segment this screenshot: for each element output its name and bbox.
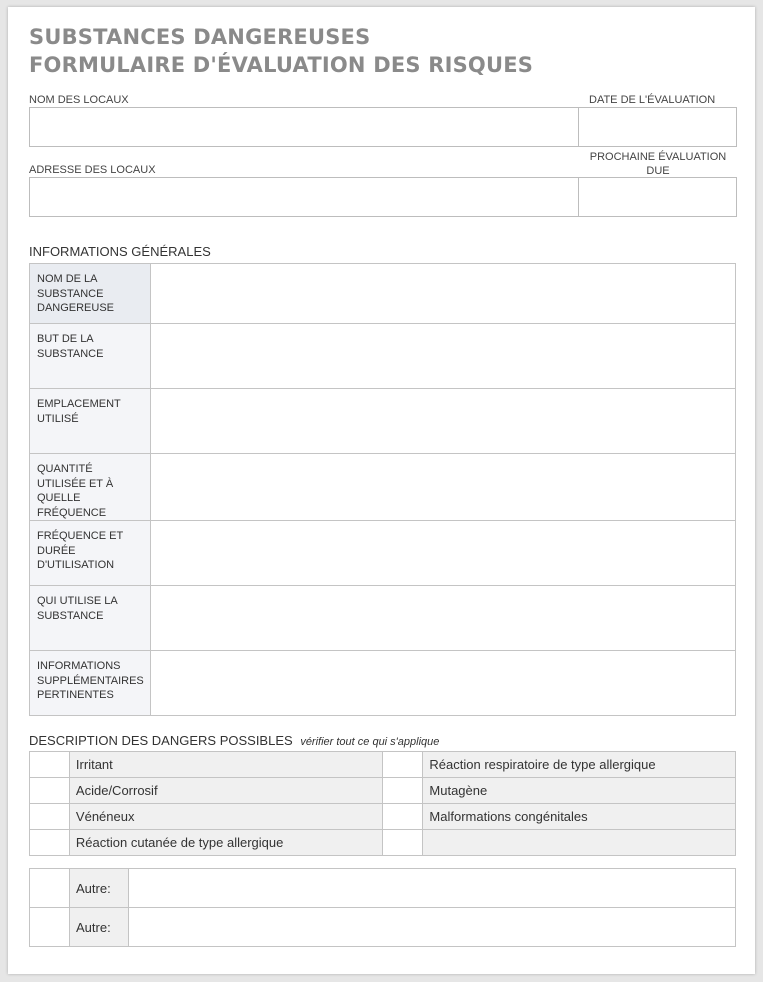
info-row [30,454,736,521]
info-row [30,586,736,651]
info-row-label: NOM DE LA SUBSTANCE DANGEREUSE [30,264,151,324]
info-row [30,264,736,324]
other-hazards-table [29,868,736,947]
info-row-field[interactable] [150,264,735,324]
hazard-row [30,804,736,830]
general-info-title: INFORMATIONS GÉNÉRALES [29,244,211,259]
hazard-checkbox[interactable] [30,752,70,778]
info-row-field[interactable] [150,521,735,586]
hazards-title [29,733,439,748]
hazard-checkbox[interactable] [30,778,70,804]
info-row-field[interactable] [150,454,735,521]
other-hazard-label: Autre: [70,869,129,908]
info-row-field[interactable] [150,324,735,389]
info-row-label: INFORMATIONS SUPPLÉMENTAIRES PERTINENTES [30,651,151,716]
hazard-checkbox[interactable] [383,804,423,830]
other-hazard-field[interactable] [129,908,736,947]
info-row-field[interactable] [150,586,735,651]
hazard-checkbox[interactable] [383,752,423,778]
hazard-checkbox[interactable] [383,778,423,804]
hazard-label: Réaction respiratoire de type allergique [423,752,736,778]
hazard-row [30,830,736,856]
hazard-checkbox[interactable] [30,804,70,830]
info-row-field[interactable] [150,389,735,454]
other-hazard-checkbox[interactable] [30,869,70,908]
form-title [29,23,533,79]
hazard-row [30,778,736,804]
info-row-label: QUANTITÉ UTILISÉE ET À QUELLE FRÉQUENCE [30,454,151,521]
hazard-label: Malformations congénitales [423,804,736,830]
info-row [30,324,736,389]
premises-name-field[interactable] [29,107,580,147]
hazard-label: Vénéneux [69,804,383,830]
title-line-2: FORMULAIRE D'ÉVALUATION DES RISQUES [29,53,534,77]
hazard-label [423,830,736,856]
general-info-table [29,263,736,716]
hazards-note: vérifier tout ce qui s'applique [300,736,440,748]
hazard-label: Mutagène [423,778,736,804]
hazard-label: Irritant [69,752,383,778]
hazards-table [29,751,736,856]
other-hazard-row [30,908,736,947]
premises-address-label: ADRESSE DES LOCAUX [29,164,156,176]
info-row [30,389,736,454]
hazard-label: Acide/Corrosif [69,778,383,804]
info-row-label: QUI UTILISE LA SUBSTANCE [30,586,151,651]
form-page [8,7,755,974]
info-row-label: EMPLACEMENT UTILISÉ [30,389,151,454]
next-evaluation-field[interactable] [578,177,737,217]
hazards-title-text: DESCRIPTION DES DANGERS POSSIBLES [29,733,293,748]
other-hazard-checkbox[interactable] [30,908,70,947]
hazard-row [30,752,736,778]
info-row-label: FRÉQUENCE ET DURÉE D'UTILISATION [30,521,151,586]
other-hazard-row [30,869,736,908]
title-line-1: SUBSTANCES DANGEREUSES [29,25,371,49]
info-row [30,651,736,716]
info-row-label: BUT DE LA SUBSTANCE [30,324,151,389]
evaluation-date-field[interactable] [578,107,737,147]
premises-name-label: NOM DES LOCAUX [29,94,129,106]
premises-address-field[interactable] [29,177,580,217]
other-hazard-field[interactable] [129,869,736,908]
info-row [30,521,736,586]
info-row-field[interactable] [150,651,735,716]
hazard-checkbox[interactable] [383,830,423,856]
other-hazard-label: Autre: [70,908,129,947]
next-evaluation-label: PROCHAINE ÉVALUATION DUE [589,151,727,177]
hazard-checkbox[interactable] [30,830,70,856]
hazard-label: Réaction cutanée de type allergique [69,830,383,856]
evaluation-date-label: DATE DE L'ÉVALUATION [589,94,716,106]
